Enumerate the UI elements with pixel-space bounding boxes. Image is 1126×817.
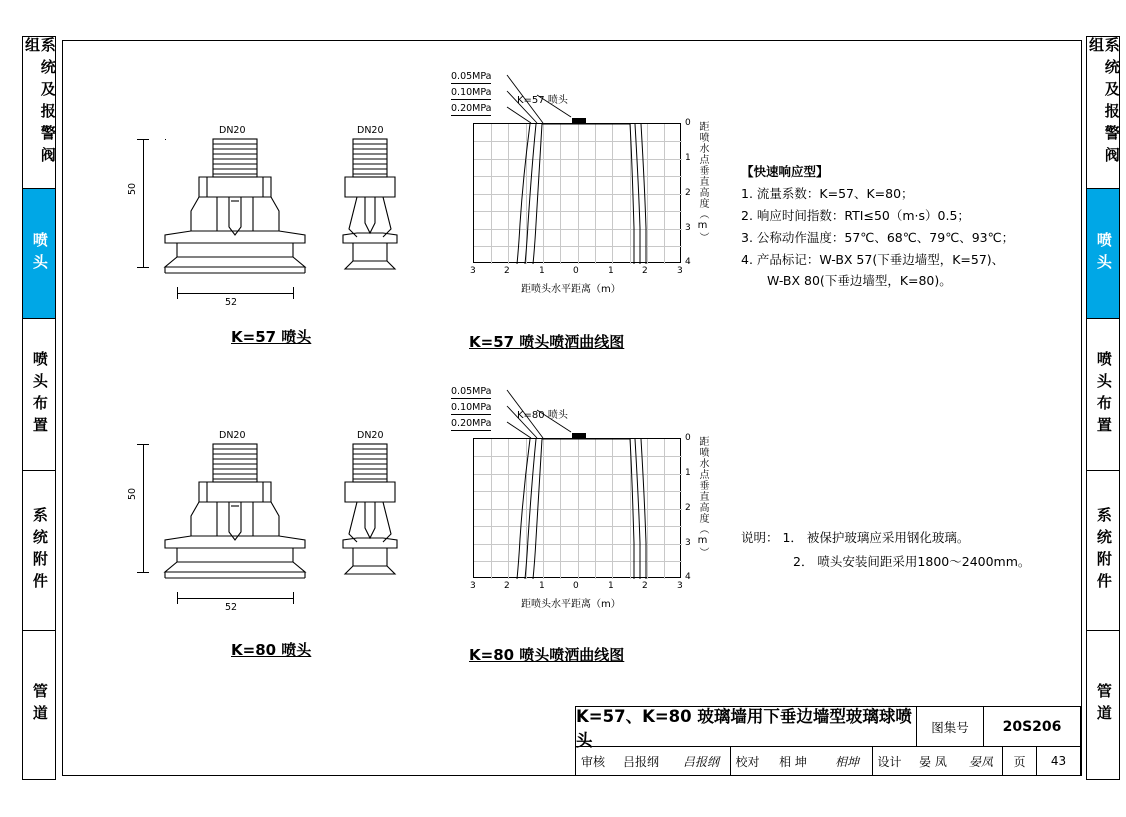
ytick: 4 [685,572,691,582]
left-tab-column [22,36,56,780]
ytick: 2 [685,503,691,513]
dim-tick-left [177,592,178,604]
sidebar-item-sprinkler[interactable] [23,189,55,319]
dim-tick-top [137,444,149,445]
review-label: 审核 [580,754,605,769]
caption-chart-k57-text: K=57 喷头喷洒曲线图 [469,333,625,351]
sprinkler-k80-svg [121,416,421,646]
spec-item: 4. 产品标记：W-BX 57(下垂边墙型，K=57)、 [741,251,1005,267]
spec-item: 3. 公称动作温度：57℃、68℃、79℃、93℃； [741,229,1015,245]
sidebar-item-label: 管道 [1094,683,1113,727]
spec-heading: 【快速响应型】 [741,164,829,179]
sidebar-item-label: 系统附件 [30,506,49,595]
sidebar-item-system-alarm-valve-right[interactable] [1087,37,1119,189]
dim-line-vertical [143,139,144,267]
pressure-callout: 0.20MPa [451,103,492,114]
thread-label-front: DN20 [219,125,246,136]
right-tab-column [1086,36,1120,780]
dim-tick-bottom [137,267,149,268]
xtick: 2 [642,581,648,591]
design-signature: 晏凤 [968,754,993,769]
head-label: K=80 喷头 [517,410,568,421]
caption-chart-k57 [469,331,624,352]
pressure-callout: 0.20MPa [451,418,492,429]
sidebar-item-label: 喷头布置 [1094,350,1113,439]
review-name: 吕报纲 [622,754,659,769]
dim-tick-right [293,592,294,604]
sidebar-item-label: 系统及报警阀组 [23,37,57,169]
title-block [575,706,1081,776]
thread-label-front: DN20 [219,430,246,441]
chart-grid-k80 [473,438,681,578]
dim-line-vertical [143,444,144,572]
review-signature: 吕报纲 [682,754,719,769]
ytick: 0 [685,118,691,128]
check-signature: 相坤 [834,754,859,769]
dim-value-vertical: 50 [127,182,138,195]
sidebar-item-sprinkler-right[interactable] [1087,189,1119,319]
spec-item: 2. 响应时间指数：RTI≤50（m·s）0.5； [741,207,970,223]
xtick: 2 [504,581,510,591]
xtick: 3 [470,581,476,591]
spray-curve-chart-k80 [451,386,721,636]
spec-block [741,161,1014,292]
dim-tick-bottom [137,572,149,573]
pressure-callout: 0.05MPa [451,71,492,82]
spec-item: W-BX 80(下垂边墙型，K=80)。 [767,273,952,289]
page-number: 43 [1036,747,1080,775]
sidebar-item-label: 系统及报警阀组 [1087,37,1121,169]
sidebar-item-sprinkler-layout-right[interactable] [1087,319,1119,471]
note-block [741,526,1030,574]
caption-k57 [231,326,311,347]
chart-ylabel: 距喷水点垂直高度（m） [697,121,708,243]
dim-line-horizontal [177,598,293,599]
ytick: 2 [685,188,691,198]
drawing-frame [62,40,1082,776]
sidebar-item-label: 喷头布置 [30,350,49,439]
thread-label-side: DN20 [357,125,384,136]
sidebar-item-system-accessories-right[interactable] [1087,471,1119,631]
chart-xlabel: 距喷头水平距离（m） [521,284,621,295]
sidebar-item-label: 喷头 [1094,231,1113,276]
page-label: 页 [1002,747,1036,775]
sidebar-item-system-alarm-valve[interactable] [23,37,55,189]
xtick: 2 [504,266,510,276]
pressure-callout: 0.05MPa [451,386,492,397]
drawing-title: K=57、K=80 玻璃墙用下垂边墙型玻璃球喷头 [576,706,912,750]
sidebar-item-sprinkler-layout[interactable] [23,319,55,471]
xtick: 0 [573,266,579,276]
note-line: 说明： 1． 被保护玻璃应采用钢化玻璃。 [741,530,970,545]
sidebar-item-pipe-right[interactable] [1087,631,1119,779]
sidebar-item-label: 管道 [30,683,49,727]
xtick: 2 [642,266,648,276]
check-label: 校对 [730,747,764,775]
xtick: 3 [677,266,683,276]
thread-label-side: DN20 [357,430,384,441]
design-label: 设计 [872,747,906,775]
spray-curve-chart-k57 [451,71,721,321]
xtick: 0 [573,581,579,591]
sidebar-item-label: 喷头 [30,231,49,276]
dim-tick-left [177,287,178,299]
caption-k80 [231,639,311,660]
chart-ylabel: 距喷水点垂直高度（m） [697,436,708,558]
dim-value-horizontal: 52 [225,297,238,308]
design-name: 晏 凤 [919,754,947,769]
head-label: K=57 喷头 [517,95,568,106]
ytick: 0 [685,433,691,443]
dim-value-vertical: 50 [127,487,138,500]
check-name: 相 坤 [779,754,807,769]
caption-chart-k80-text: K=80 喷头喷洒曲线图 [469,646,625,664]
xtick: 1 [608,266,614,276]
sidebar-item-system-accessories[interactable] [23,471,55,631]
caption-chart-k80 [469,644,624,665]
spec-item: 1. 流量系数：K=57、K=80； [741,185,914,201]
ytick: 3 [685,223,691,233]
caption-k57-text: K=57 喷头 [231,328,312,346]
chart-grid-k57 [473,123,681,263]
sprinkler-drawing-k57 [121,111,421,341]
xtick: 3 [470,266,476,276]
dim-tick-right [293,287,294,299]
pressure-callout: 0.10MPa [451,87,492,98]
title-block-bottom-row [576,747,1080,775]
xtick: 1 [539,266,545,276]
title-block-top-row [576,706,1080,750]
caption-k80-text: K=80 喷头 [231,641,312,659]
note-line: 2． 喷头安装间距采用1800～2400mm。 [793,553,1031,569]
ytick: 1 [685,468,691,478]
dim-line-horizontal [177,293,293,294]
xtick: 1 [539,581,545,591]
dim-value-horizontal: 52 [225,602,238,613]
dim-tick-top [137,139,149,140]
pressure-callout: 0.10MPa [451,402,492,413]
ytick: 1 [685,153,691,163]
atlas-no-value: 20S206 [983,707,1080,746]
dim-ref [165,139,166,140]
sidebar-item-label: 系统附件 [1094,506,1113,595]
sprinkler-head-marker [572,433,586,439]
ytick: 3 [685,538,691,548]
sprinkler-drawing-k80 [121,416,421,646]
xtick: 3 [677,581,683,591]
atlas-no-label: 图集号 [916,707,983,746]
sidebar-item-pipe[interactable] [23,631,55,779]
sprinkler-k57-svg [121,111,421,341]
sprinkler-head-marker [572,118,586,124]
xtick: 1 [608,581,614,591]
ytick: 4 [685,257,691,267]
chart-xlabel: 距喷头水平距离（m） [521,599,621,610]
